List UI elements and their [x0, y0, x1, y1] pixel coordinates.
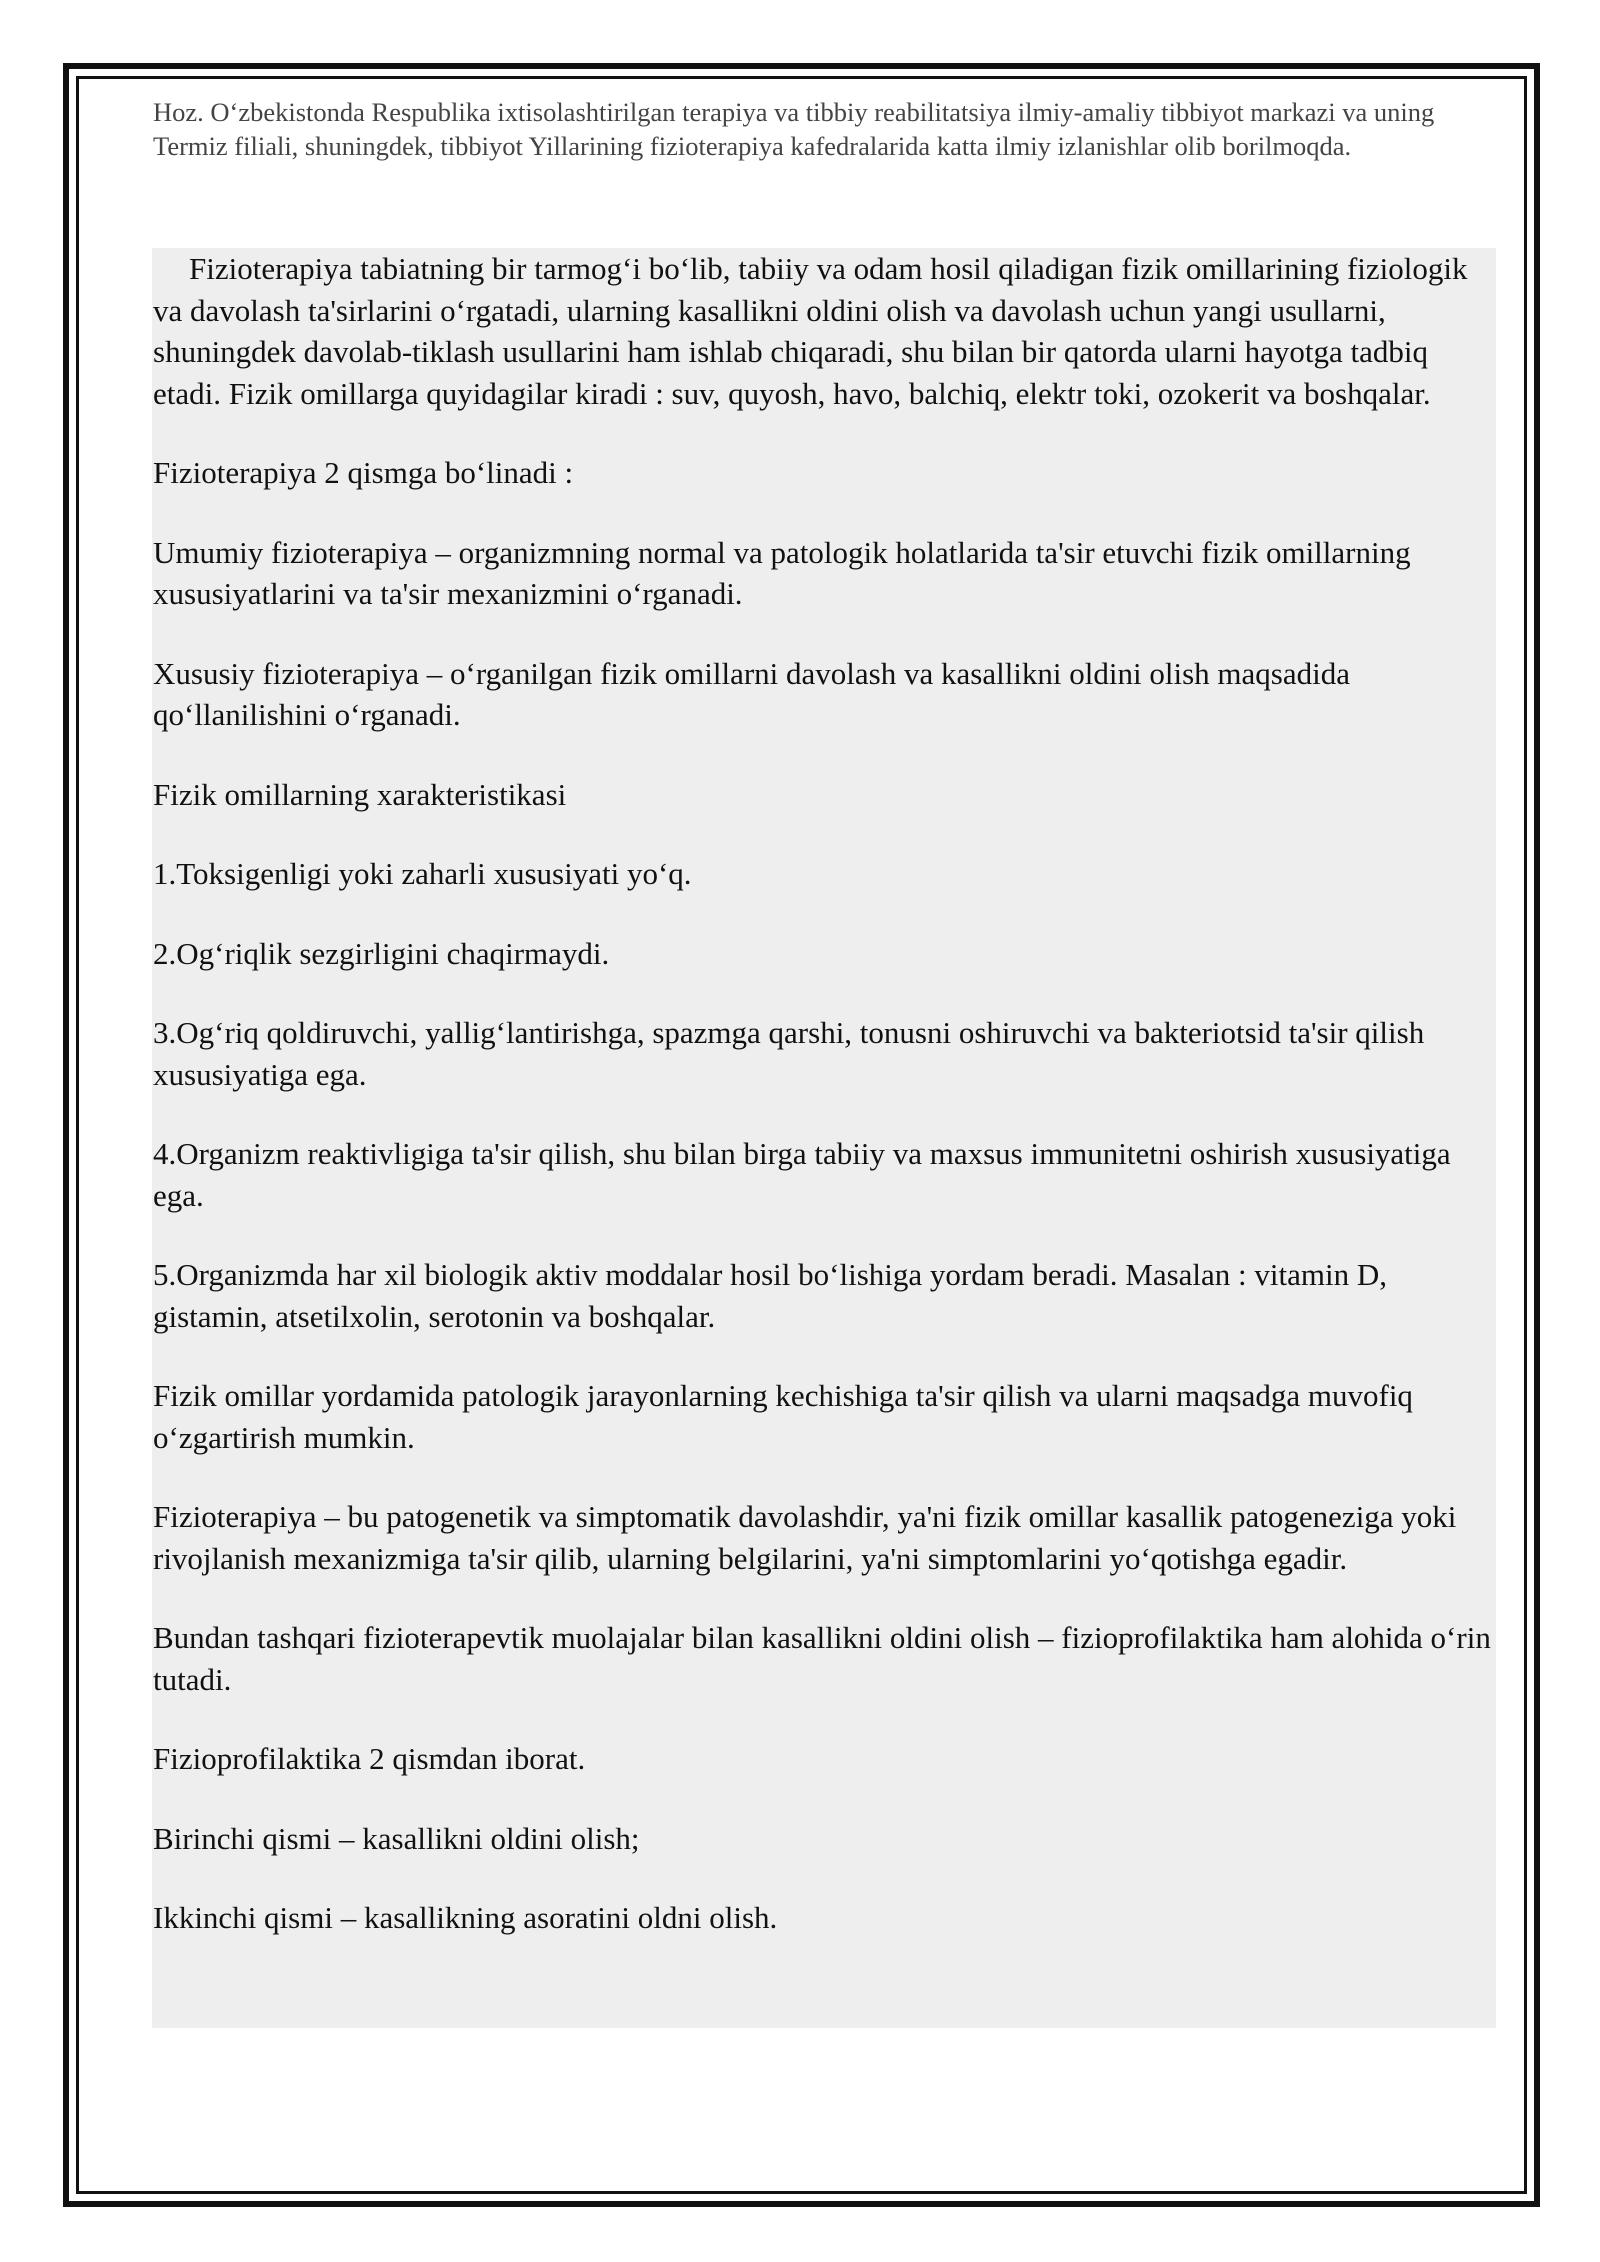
paragraph-part-one: Birinchi qismi – kasallikni oldini olish;	[153, 1820, 640, 1856]
paragraph-pathogenetic-treatment: Fizioterapiya – bu patogenetik va simptomatik davolashdir, ya'ni fizik omillar kasallik patogeneziga yoki rivojlanish mexanizmiga ta'sir qilib, ularning belgilarini, ya'ni simptomlarini yo‘qotishga egadir.	[153, 1499, 1457, 1576]
paragraph-part-two: Ikkinchi qismi – kasallikning asoratini oldni olish.	[153, 1900, 778, 1935]
paragraph-special-physiotherapy: Xususiy fizioterapiya – o‘rganilgan fizik omillarni davolash va kasallikni oldini olish maqsadida qo‘llanilishini o‘rganadi.	[153, 655, 1350, 732]
paragraph-definition: Fizioterapiya tabiatning bir tarmog‘i bo‘lib, tabiiy va odam hosil qiladigan fizik omillarining fiziologik va davolash ta'sirlarini o‘rgatadi, ularning kasallikni oldini olish va davolash uchun yangi usullarni, shuningdek davolab-tiklash usullarini ham ishlab chiqaradi, shu bilan bir qatorda ularni hayotga tadbiq etadi. Fizik omillarga quyidagilar kiradi : suv, quyosh, havo, balchiq, elektr toki, ozokerit va boshqalar.	[153, 251, 1468, 411]
list-item-4: 4.Organizm reaktivligiga ta'sir qilish, shu bilan birga tabiiy va maxsus immunitetni oshirish xususiyatiga ega.	[153, 1136, 1451, 1213]
main-text	[153, 248, 1495, 1939]
list-item-1: 1.Toksigenligi yoki zaharli xususiyati yo‘q.	[153, 856, 692, 891]
paragraph-characteristics-heading: Fizik omillarning xarakteristikasi	[153, 776, 567, 812]
paragraph-division: Fizioterapiya 2 qismga bo‘linadi :	[153, 455, 574, 490]
paragraph-pathological-processes: Fizik omillar yordamida patologik jarayonlarning kechishiga ta'sir qilish va ularni maqsadga muvofiq o‘zgartirish mumkin.	[153, 1378, 1413, 1455]
paragraph-physioprophylaxis-parts: Fizioprofilaktika 2 qismdan iborat.	[153, 1741, 586, 1776]
list-item-5: 5.Organizmda har xil biologik aktiv moddalar hosil bo‘lishiga yordam beradi. Masalan : vitamin D, gistamin, atsetilxolin, serotonin va boshqalar.	[153, 1257, 1388, 1334]
paragraph-general-physiotherapy: Umumiy fizioterapiya – organizmning normal va patologik holatlarida ta'sir etuvchi fizik omillarning xususiyatlarini va ta'sir mexanizmini o‘rganadi.	[153, 534, 1411, 611]
intro-paragraph: Hoz. O‘zbekistonda Respublika ixtisolashtirilgan terapiya va tibbiy reabilitatsiya ilmiy-amaliy tibbiyot markazi va uning Termiz filiali, shuningdek, tibbiyot Yillarining fizioterapiya kafedralarida katta ilmiy izlanishlar olib borilmoqda.	[153, 97, 1435, 161]
paragraph-physioprophylaxis: Bundan tashqari fizioterapevtik muolajalar bilan kasallikni oldini olish – fizioprofilaktika ham alohida o‘rin tutadi.	[153, 1620, 1491, 1697]
list-item-3: 3.Og‘riq qoldiruvchi, yallig‘lantirishga, spazmga qarshi, tonusni oshiruvchi va bakteriotsid ta'sir qilish xususiyatiga ega.	[153, 1015, 1425, 1092]
list-item-2: 2.Og‘riqlik sezgirligini chaqirmaydi.	[153, 935, 610, 971]
